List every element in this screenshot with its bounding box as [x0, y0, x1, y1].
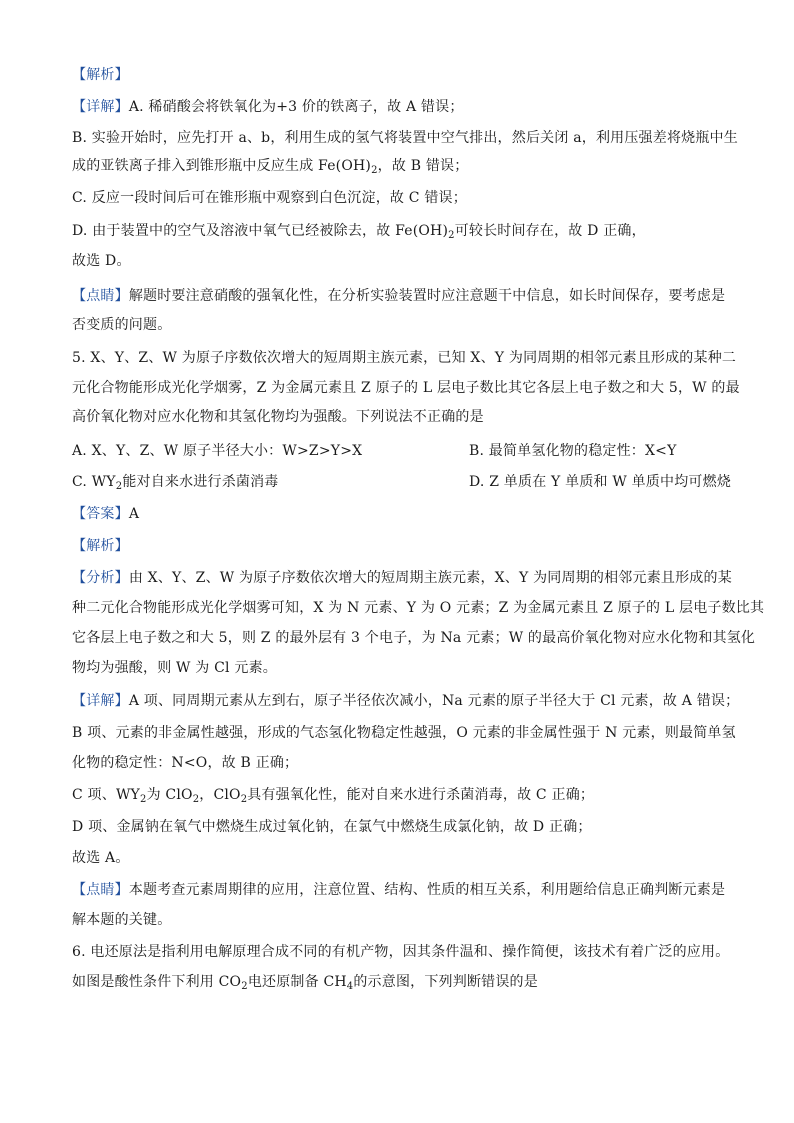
q5-detail-b-line2: 化物的稳定性：N<O，故 B 正确；	[72, 755, 299, 771]
q5-analysis-tag: 【分析】	[72, 570, 129, 586]
q5-detail-a: 【详解】A 项、同周期元素从左到右，原子半径依次减小，Na 元素的原子半径大于 Cl 元素，故 A 错误；	[72, 693, 740, 709]
q5-analysis-line4: 物均为强酸，则 W 为 Cl 元素。	[72, 660, 277, 676]
q4-detail-d: D. 由于装置中的空气及溶液中氧气已经被除去，故 $Fe(OH)_2$可较长时间存在，故 D 正确，	[72, 223, 646, 241]
q5-detail-tag: 【详解】	[72, 693, 129, 709]
q5-option-a: A. X、Y、Z、W 原子半径大小：W>Z>Y>X	[72, 443, 363, 459]
q5-analysis-line3: 它各层上电子数之和大 5，则 Z 的最外层有 3 个电子，为 Na 元素；W 的最高价氧化物对应水化物和其氢化	[72, 630, 756, 646]
q5-dianjing-line1: 【点睛】本题考查元素周期律的应用，注意位置、结构、性质的相互关系，利用题给信息正确判断元素是	[72, 882, 726, 898]
q5-options-row2	[72, 473, 732, 492]
q4-dianjing-line2: 否变质的问题。	[72, 317, 172, 333]
q5-dianjing-tag: 【点睛】	[72, 882, 129, 898]
q4-jiexi-heading: 【解析】	[72, 67, 129, 83]
q5-option-c: C. $WY_2$能对自来水进行杀菌消毒	[72, 474, 279, 492]
q5-stem-line2: 元化合物能形成光化学烟雾，Z 为金属元素且 Z 原子的 L 层电子数比其它各层上电子数之和大 5，W 的最	[72, 380, 740, 396]
q5-options-row1	[72, 442, 677, 460]
q4-dianjing-line1: 【点睛】解题时要注意硝酸的强氧化性，在分析实验装置时应注意题干中信息，如长时间保存，要考虑是	[72, 288, 726, 304]
q5-detail-b-line1: B 项、元素的非金属性越强，形成的气态氢化物稳定性越强，O 元素的非金属性强于 N 元素，则最简单氢	[72, 725, 736, 741]
q6-stem-line2: 如图是酸性条件下利用 $CO_2$电还原制备 $CH_4$的示意图，下列判断错误的是	[72, 974, 538, 992]
q5-dianjing-line2: 解本题的关键。	[72, 912, 172, 928]
q5-option-b: B. 最简单氢化物的稳定性：X<Y	[469, 443, 677, 459]
q5-answer-tag: 【答案】	[72, 506, 129, 522]
q4-conclusion: 故选 D。	[72, 253, 131, 269]
q5-option-d: D. Z 单质在 Y 单质和 W 单质中均可燃烧	[469, 474, 732, 490]
q5-detail-c: C 项、$WY_2$为 ClO$_2$，ClO$_2$具有强氧化性，能对自来水进行杀菌消毒，故 C 正确；	[72, 787, 595, 805]
q4-detail-b-line2: 成的亚铁离子排入到锥形瓶中反应生成 $Fe(OH)_2$，故 B 错误；	[72, 158, 469, 176]
q5-stem-line1: 5. X、Y、Z、W 为原子序数依次增大的短周期主族元素，已知 X、Y 为同周期的相邻元素且形成的某种二	[72, 350, 737, 366]
q5-jiexi-heading: 【解析】	[72, 538, 129, 554]
q5-analysis-line1: 【分析】由 X、Y、Z、W 为原子序数依次增大的短周期主族元素，X、Y 为同周期的相邻元素且形成的某	[72, 570, 732, 586]
q5-analysis-line2: 种二元化合物能形成光化学烟雾可知，X 为 N 元素、Y 为 O 元素；Z 为金属元素且 Z 原子的 L 层电子数比其	[72, 600, 765, 616]
q5-conclusion: 故选 A。	[72, 850, 130, 866]
q4-dianjing-tag: 【点睛】	[72, 288, 129, 304]
q4-detail-a: 【详解】A. 稀硝酸会将铁氧化为+3 价的铁离子，故 A 错误；	[72, 99, 464, 115]
q4-detail-b-line1: B. 实验开始时，应先打开 a、b，利用生成的氢气将装置中空气排出，然后关闭 a，利用压强差将烧瓶中生	[72, 130, 738, 146]
q4-detail-tag: 【详解】	[72, 99, 129, 115]
q5-stem-line3: 高价氧化物对应水化物和其氢化物均为强酸。下列说法不正确的是	[72, 409, 484, 425]
q5-detail-d: D 项、金属钠在氧气中燃烧生成过氧化钠，在氯气中燃烧生成氯化钠，故 D 正确；	[72, 819, 592, 835]
q6-stem-line1: 6. 电还原法是指利用电解原理合成不同的有机产物，因其条件温和、操作简便，该技术有着广泛的应用。	[72, 944, 730, 960]
q5-answer: 【答案】A	[72, 506, 140, 522]
q4-detail-c: C. 反应一段时间后可在锥形瓶中观察到白色沉淀，故 C 错误；	[72, 190, 467, 206]
